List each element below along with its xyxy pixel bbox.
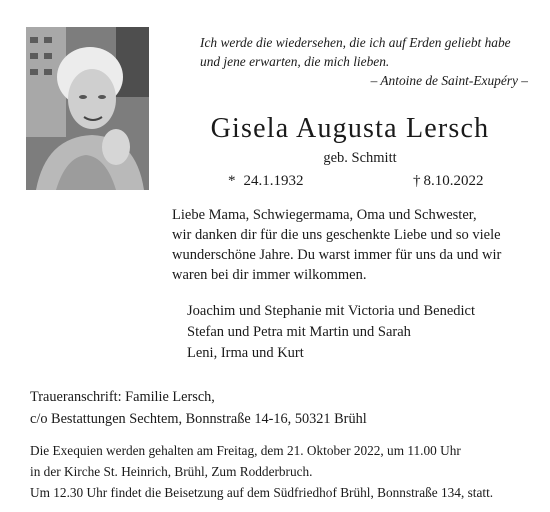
mourner-line: Joachim und Stephanie mit Victoria und Benedict <box>187 303 475 319</box>
address-line: c/o Bestattungen Sechtem, Bonnstraße 14-16, 50321 Brühl <box>30 411 367 427</box>
deceased-name: Gisela Augusta Lersch <box>210 113 490 144</box>
death-cross-icon: † <box>413 173 421 189</box>
death-date: 8.10.2022 <box>423 173 484 189</box>
birth-name: geb. Schmitt <box>323 150 397 166</box>
death-date-line <box>413 171 484 191</box>
birth-date-line <box>228 171 304 191</box>
portrait-illustration <box>26 27 149 190</box>
birth-date: 24.1.1932 <box>243 173 304 189</box>
service-line: in der Kirche St. Heinrich, Brühl, Zum Rodderbruch. <box>30 464 313 479</box>
mourners-list <box>187 301 537 364</box>
service-line: Die Exequien werden gehalten am Freitag, dem 21. Oktober 2022, um 11.00 Uhr <box>30 443 461 458</box>
service-line: Um 12.30 Uhr findet die Beisetzung auf dem Südfriedhof Brühl, Bonnstraße 134, statt. <box>30 485 494 500</box>
quote-line: und jene erwarten, die mich lieben. <box>200 54 390 69</box>
quote-author: – Antoine de Saint-Exupéry – <box>370 73 528 88</box>
mourner-line: Stefan und Petra mit Martin und Sarah <box>187 324 411 340</box>
portrait-photo <box>26 27 149 190</box>
tribute-text <box>172 205 532 285</box>
birth-star-icon: * <box>228 173 236 189</box>
mourner-line: Leni, Irma und Kurt <box>187 345 304 361</box>
tribute-line: waren bei dir immer wilkommen. <box>172 267 367 283</box>
mourning-address <box>30 386 530 430</box>
service-details <box>30 440 530 503</box>
tribute-line: wir danken dir für die uns geschenkte Liebe und so viele <box>172 227 501 243</box>
tribute-line: wunderschöne Jahre. Du warst immer für uns da und wir <box>172 247 502 263</box>
quote-block <box>200 33 530 90</box>
quote-line: Ich werde die wiedersehen, die ich auf Erden geliebt habe <box>200 35 511 50</box>
tribute-line: Liebe Mama, Schwiegermama, Oma und Schwester, <box>172 207 477 223</box>
address-line: Traueranschrift: Familie Lersch, <box>30 389 215 405</box>
